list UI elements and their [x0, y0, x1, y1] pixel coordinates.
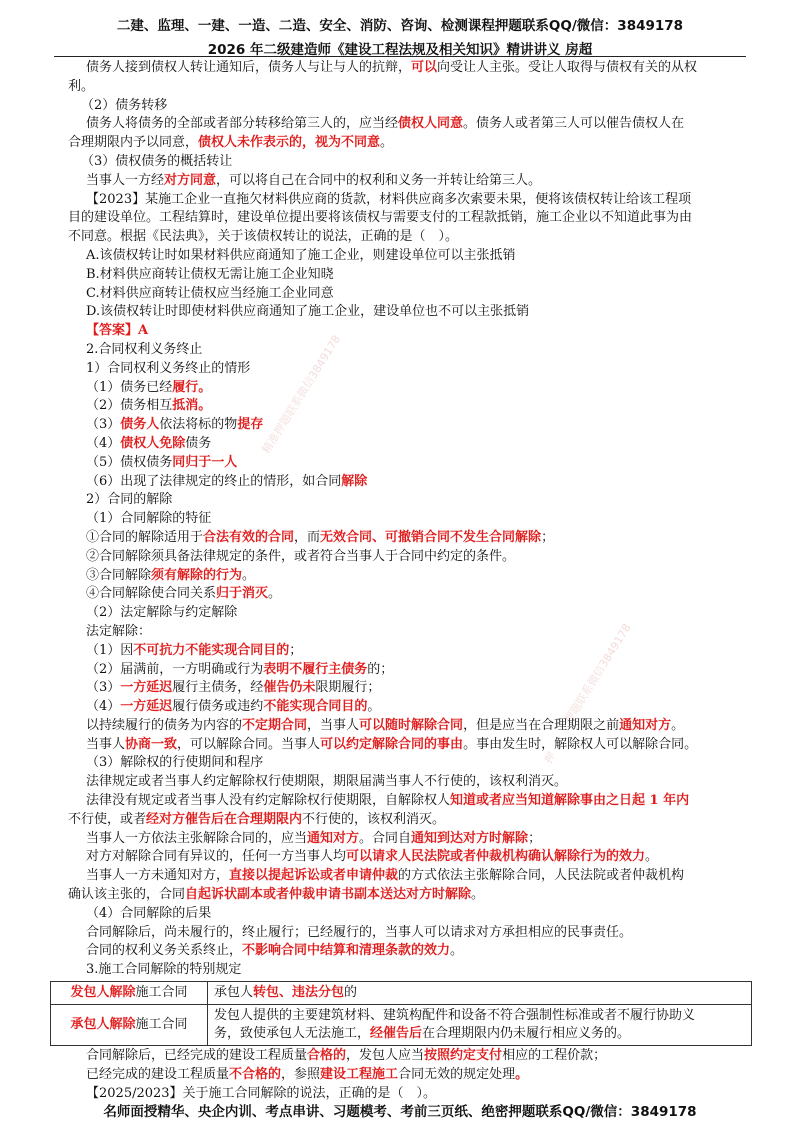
question-stem: 【2023】某施工企业一直拖欠材料供应商的货款，材料供应商多次索要未果，便将该债权转让给该工程项: [86, 191, 692, 207]
paragraph: 当事人一方未通知对方，直接以提起诉讼或者申请仲裁的方式依法主张解除合同，人民法院或者仲裁机构: [86, 868, 685, 884]
section-heading: （3）解除权的行使期间和程序: [86, 755, 264, 771]
paragraph: 合同解除后，尚未履行的，终止履行；已经履行的，当事人可以请求对方承担相应的民事责任。: [86, 924, 633, 940]
question-option: C.材料供应商转让债权应当经施工企业同意: [86, 285, 334, 301]
paragraph: 以持续履行的债务为内容的不定期合同，当事人可以随时解除合同，但是应当在合理期限之前通知对方。: [86, 717, 685, 733]
watermark: 押: [541, 749, 559, 766]
list-item: ④合同解除使合同关系归于消灭。: [86, 586, 282, 602]
section-heading: 2）合同的解除: [86, 492, 173, 508]
header-divider: [54, 56, 746, 57]
list-item: （3）一方延迟履行主债务，经催告仍未限期履行；: [86, 680, 381, 696]
list-item: （3）债务人依法将标的物提存: [86, 417, 264, 433]
paragraph: 当事人一方依法主张解除合同的，应当通知对方。合同自通知到达对方时解除；: [86, 830, 542, 846]
list-item: （2）债务相互抵消。: [86, 398, 212, 414]
question-option: A.该债权转让时如果材料供应商通知了施工企业，则建设单位可以主张抵销: [86, 247, 516, 263]
paragraph: 已经完成的建设工程质量不合格的，参照建设工程施工合同无效的规定处理。: [86, 1066, 529, 1082]
table-cell: 承包人解除施工合同: [51, 1005, 208, 1046]
list-item: ③合同解除须有解除的行为。: [86, 567, 256, 583]
paragraph: 债务人接到债权人转让通知后，债务人与让与人的抗辩，可以向受让人主张。受让人取得与债权有关的从权 利。: [68, 60, 698, 94]
paragraph: 当事人一方经对方同意，可以将自己在合同中的权利和义务一并转让给第三人。: [86, 172, 542, 188]
table-cell: 承包人转包、违法分包的: [208, 982, 752, 1005]
section-heading: 2.合同权利义务终止: [86, 341, 203, 357]
paragraph: 法律规定或者当事人约定解除权行使期限，期限届满当事人不行使的，该权利消灭。: [86, 774, 568, 790]
question-stem: 不同意。根据《民法典》，关于该债权转让的说法，正确的是（ ）。: [68, 229, 459, 245]
section-heading: （4）合同解除的后果: [86, 905, 212, 921]
section-heading: （2）债务转移: [81, 97, 168, 113]
list-item: （2）届满前，一方明确或行为表明不履行主债务的；: [86, 661, 394, 677]
section-heading: 3.施工合同解除的特别规定: [86, 962, 242, 978]
table-row: [51, 1005, 752, 1046]
paragraph: 合同解除后，已经完成的建设工程质量合格的，发包人应当按照约定支付相应的工程价款；: [86, 1048, 607, 1064]
paragraph: 确认该主张的，合同自起诉状副本或者仲裁申请书副本送达对方时解除。: [68, 887, 485, 903]
page-header: 二建、监理、一建、一造、二造、安全、消防、咨询、检测课程押题联系QQ/微信：3849178: [116, 18, 684, 34]
paragraph: 合理期限内予以同意，债权人未作表示的，视为不同意。: [68, 135, 394, 151]
watermark: 押题联系微信3849178: [561, 621, 634, 726]
list-item: ①合同的解除适用于合法有效的合同，而无效合同、可撤销合同不发生合同解除；: [86, 529, 555, 545]
section-heading: （2）法定解除与约定解除: [86, 605, 238, 621]
question-stem: 【2025/2023】关于施工合同解除的说法，正确的是（ ）。: [86, 1085, 437, 1101]
paragraph: 合同的权利义务关系终止，不影响合同中结算和清理条款的效力。: [86, 943, 464, 959]
section-heading: （1）合同解除的特征: [86, 511, 212, 527]
list-item: （1）因不可抗力不能实现合同目的；: [86, 642, 303, 658]
page-footer: 名师面授精华、央企内训、考点串讲、习题模考、考前三页纸、绝密押题联系QQ/微信：3849178: [103, 1104, 697, 1120]
paragraph: 债务人将债务的全部或者部分转移给第三人的，应当经债权人同意。债务人或者第三人可以催告债权人在: [86, 116, 685, 132]
list-item: （1）债务已经履行。: [86, 379, 212, 395]
paragraph: 当事人协商一致，可以解除合同。当事人可以约定解除合同的事由。事由发生时，解除权人可以解除合同。: [86, 736, 698, 752]
lecture-body: [68, 59, 738, 1103]
list-item: ②合同解除须具备法律规定的条件，或者符合当事人于合同中约定的条件。: [86, 548, 516, 564]
paragraph: 法律没有规定或者当事人没有约定解除权行使期限，自解除权人知道或者应当知道解除事由之日起 1 年内 不行使，或者经对方催告后在合理期限内不行使的，该权利消灭。: [68, 793, 690, 827]
paragraph: 对方对解除合同有异议的，任何一方当事人均可以请求人民法院或者仲裁机构确认解除行为的效力。: [86, 849, 659, 865]
section-heading: 1）合同权利义务终止的情形: [86, 360, 251, 376]
watermark: 精准押题联系微信3849178: [259, 332, 344, 456]
table-row: [51, 982, 752, 1005]
table-cell: 发包人解除施工合同: [51, 982, 208, 1005]
question-option: B.材料供应商转让债权无需让施工企业知晓: [86, 266, 334, 282]
question-stem: 目的建设单位。工程结算时，建设单位提出要将该债权与需要支付的工程款抵销，施工企业以不知道此事为由: [68, 210, 693, 226]
section-heading: （3）债权债务的概括转让: [81, 153, 233, 169]
label: 法定解除：: [86, 623, 152, 639]
list-item: （5）债权债务同归于一人: [86, 454, 238, 470]
termination-rules-table: [50, 981, 752, 1046]
answer-label: 【答案】A: [86, 323, 149, 339]
question-option: D.该债权转让时即使材料供应商通知了施工企业，建设单位也不可以主张抵销: [86, 304, 530, 320]
document-title: 2026 年二级建造师《建设工程法规及相关知识》精讲讲义 房超: [207, 42, 593, 58]
list-item: （4）债权人免除债务: [86, 435, 212, 451]
table-cell: 发包人提供的主要建筑材料、建筑构配件和设备不符合强制性标准或者不履行协助义 务，致使承包人无法施工，经催告后在合理期限内仍未履行相应义务的。: [208, 1005, 752, 1046]
list-item: （4）一方延迟履行债务或违约不能实现合同目的。: [86, 699, 381, 715]
list-item: （6）出现了法律规定的终止的情形，如合同解除: [86, 473, 368, 489]
